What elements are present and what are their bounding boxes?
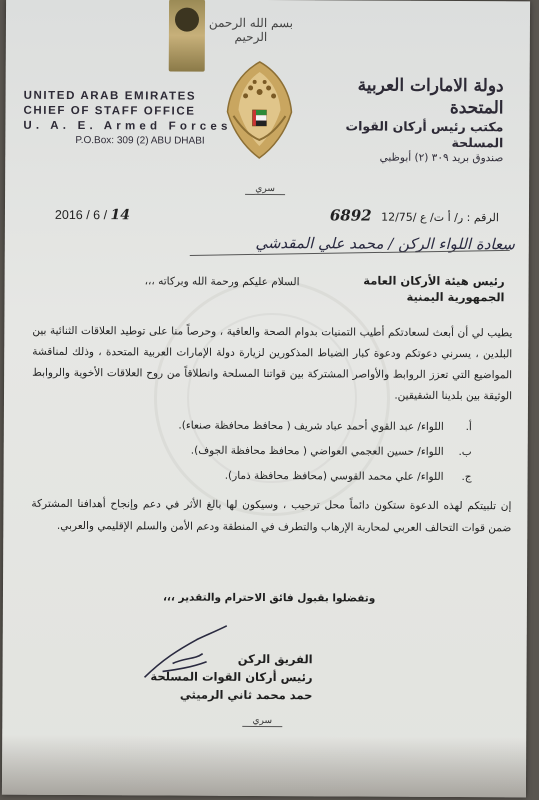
en-po-box: P.O.Box: 309 (2) ABU DHABI: [75, 134, 205, 147]
reference-label: الرقم : ر/ أ ت/ ع /12/75: [381, 210, 499, 225]
recipient-title: رئيس هيئة الأركان العامة: [363, 273, 505, 289]
list-item-text: اللواء/ حسين العجمي العواضي ( محافظ محافظة الجوف).: [190, 444, 444, 458]
page-shadow: [2, 735, 526, 798]
regards-line: وتفضلوا بقبول فائق الاحترام والتقدير ،،،: [162, 591, 376, 605]
list-item: [153, 469, 472, 496]
body-text: [32, 321, 512, 408]
classification-top: سري: [245, 184, 285, 195]
en-forces: U. A. E. Armed Forces: [23, 119, 232, 133]
ar-country: دولة الامارات العربية المتحدة: [357, 75, 504, 119]
list-item: [154, 419, 472, 446]
english-letterhead: [23, 89, 232, 149]
signatory-rank: الفريق الركن: [237, 651, 313, 667]
ar-office: مكتب رئيس أركان القوات المسلحة: [345, 118, 504, 151]
closing-text: [31, 493, 511, 540]
date-printed: 2016 / 6 /: [54, 207, 108, 223]
ar-po-box: صندوق بريد ٣٠٩ (٢) أبوظبي: [379, 151, 504, 165]
eagle-seal-icon: [175, 8, 199, 32]
basmala: بسم الله الرحمن الرحيم: [208, 15, 294, 45]
list-item-text: اللواء/ علي محمد القوسي (محافظ محافظة ذمار).: [224, 469, 444, 483]
closing-paragraph: إن تلبيتكم لهذه الدعوة ستكون دائماً محل ترحيب ، وسيكون لها بالغ الأثر في دعم وإنجاح أهدافنا المشتركة ضمن قوات التحالف العربي لمحاربة الإرهاب والتطرف في المنطقة ودعم الأمن والسلم الإقليمي والعربي.: [31, 497, 512, 535]
signature-block: [22, 649, 312, 705]
uae-armed-forces-emblem: [219, 54, 300, 162]
signatory-title: رئيس أركان القوات المسلحة: [150, 669, 313, 685]
reference-number-handwritten: 6892: [329, 206, 372, 225]
letter-date: [55, 207, 130, 223]
reference-line: [330, 206, 499, 225]
signatory-name: حمد محمد ثاني الرميثي: [179, 687, 313, 703]
gold-seal-ribbon: [169, 0, 205, 72]
officers-list: [153, 419, 472, 496]
date-day-handwritten: 14: [110, 207, 131, 224]
en-office: CHIEF OF STAFF OFFICE: [23, 104, 196, 118]
letter-page: [2, 0, 530, 797]
addressee-handwritten: سعادة اللواء الركن / محمد علي المقدشي: [255, 233, 515, 254]
classification-bottom: سري: [242, 716, 282, 727]
arabic-letterhead: [323, 74, 503, 165]
body-paragraph: يطيب لي أن أبعث لسعادتكم أطيب التمنيات بدوام الصحة والعافية ، وحرصاً منا على توطيد العلاقات الثنائية بين البلدين ، يسرني دعوتكم ودعوة كبار الضباط المذكورين لزيارة دولة الإمارات العربية المتحدة ، وذلك لمناقشة المواضيع التي تعزز الروابط والأواصر المشتركة بين قواتنا المسلحة وانطلاقاً من روح العلاقات الأخوية والروابط الوثيقة بين بلدينا الشقيقين.: [32, 324, 513, 403]
greeting: السلام عليكم ورحمة الله وبركاته ،،،: [144, 275, 300, 289]
list-item-text: اللواء/ عبد القوي أحمد عباد شريف ( محافظ محافظة صنعاء).: [178, 419, 444, 433]
list-item: [154, 444, 472, 471]
list-marker: ب.: [458, 446, 472, 459]
en-country: UNITED ARAB EMIRATES: [23, 89, 197, 103]
list-marker: ج.: [461, 471, 472, 484]
list-marker: أ.: [465, 421, 472, 434]
recipient-country: الجمهورية اليمنية: [406, 289, 505, 305]
recipient: [363, 273, 505, 306]
